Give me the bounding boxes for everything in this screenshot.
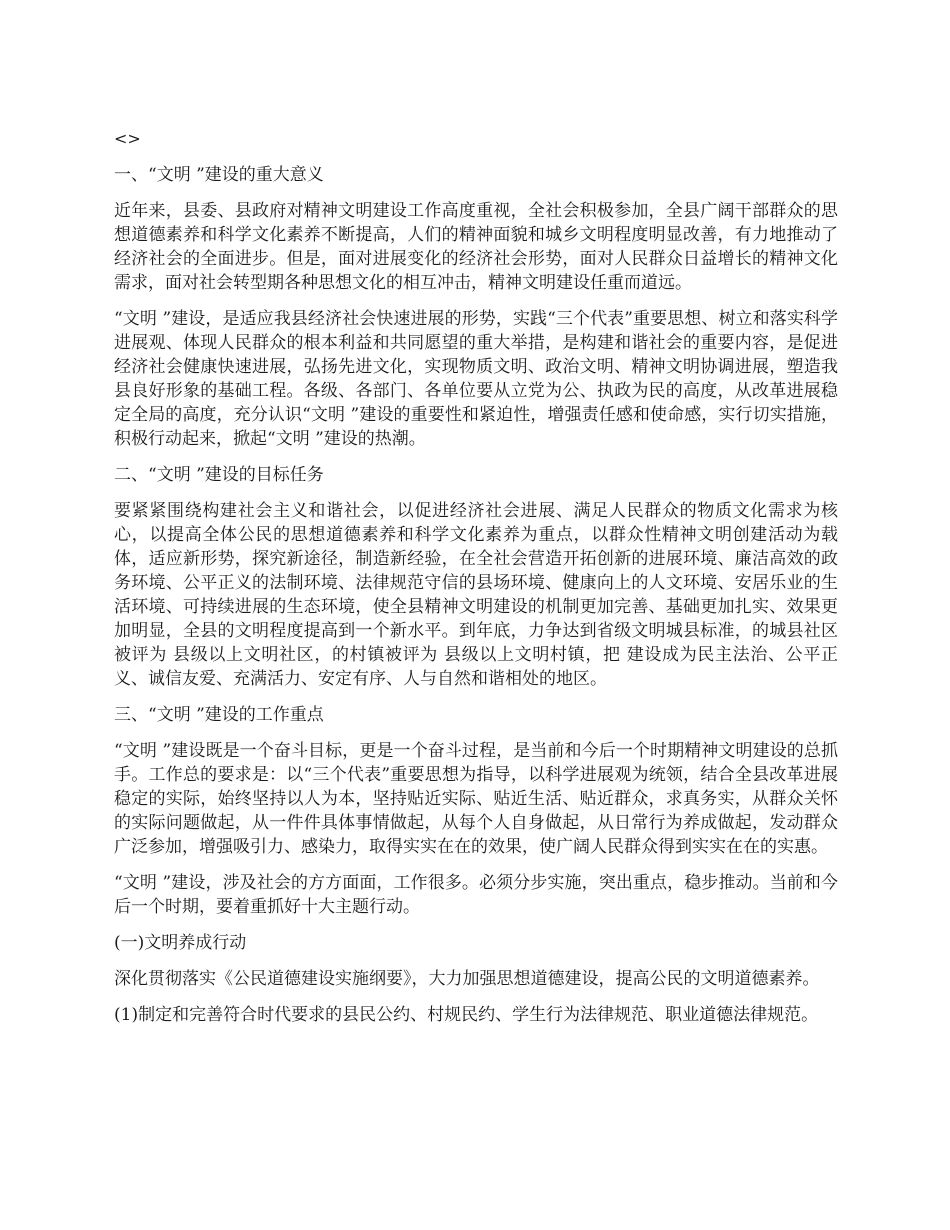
section-heading-2: 二、“文明 ”建设的目标任务 — [114, 465, 324, 485]
page-marker: <> — [114, 129, 141, 148]
paragraph: 要紧紧围绕构建社会主义和谐社会，以促进经济社会进展、满足人民群众的物质文化需求为核心，以提高全体公民的思想道德素养和科学文化素养为重点，以群众性精神文明创建活动为载体，适应新形势，探究新途径，制造新经验，在全社会营造开拓创新的进展环境、廉洁高效的政务环境、公平正义的法制环境、法律规范守信的县场环境、健康向上的人文环境、安居乐业的生活环境、可持续进展的生态环境，使全县精神文明建设的机制更加完善、基础更加扎实、效果更加明显，全县的文明程度提高到一个新水平。到年底，力争达到省级文明城县标准，的城县社区被评为 县级以上文明社区，的村镇被评为 县级以上文明村镇，把 建设成为民主法治、公平正义、诚信友爱、充满活力、安定有序、人与自然和谐相处的地区。 — [114, 501, 838, 689]
document-page — [114, 127, 838, 1039]
paragraph: “文明 ”建设既是一个奋斗目标，更是一个奋斗过程，是当前和今后一个时期精神文明建设的总抓手。工作总的要求是：以“三个代表”重要思想为指导，以科学进展观为统领，结合全县改革进展稳定的实际，始终坚持以人为本，坚持贴近实际、贴近生活、贴近群众，求真务实，从群众关怀的实际问题做起，从一件件具体事情做起，从每个人自身做起，从日常行为养成做起，发动群众广泛参加，增强吸引力、感染力，取得实实在在的效果，使广阔人民群众得到实实在在的实惠。 — [114, 741, 838, 857]
subsection-heading: (一)文明养成行动 — [114, 933, 247, 953]
paragraph: “文明 ”建设，涉及社会的方方面面，工作很多。必须分步实施，突出重点，稳步推动。当前和今后一个时期，要着重抓好十大主题行动。 — [114, 873, 838, 917]
section-heading-3: 三、“文明 ”建设的工作重点 — [114, 705, 324, 725]
paragraph: 深化贯彻落实《公民道德建设实施纲要》，大力加强思想道德建设，提高公民的文明道德素养。 — [114, 969, 820, 989]
section-heading-1: 一、“文明 ”建设的重大意义 — [114, 165, 324, 185]
paragraph: (1)制定和完善符合时代要求的县民公约、村规民约、学生行为法律规范、职业道德法律规范。 — [114, 1005, 819, 1025]
paragraph: “文明 ”建设，是适应我县经济社会快速进展的形势，实践“三个代表”重要思想、树立和落实科学进展观、体现人民群众的根本利益和共同愿望的重大举措，是构建和谐社会的重要内容，是促进经济社会健康快速进展，弘扬先进文化，实现物质文明、政治文明、精神文明协调进展，塑造我县良好形象的基础工程。各级、各部门、各单位要从立党为公、执政为民的高度，从改革进展稳定全局的高度，充分认识“文明 ”建设的重要性和紧迫性，增强责任感和使命感，实行切实措施，积极行动起来，掀起“文明 ”建设的热潮。 — [114, 309, 838, 449]
paragraph: 近年来，县委、县政府对精神文明建设工作高度重视，全社会积极参加，全县广阔干部群众的思想道德素养和科学文化素养不断提高，人们的精神面貌和城乡文明程度明显改善，有力地推动了经济社会的全面进步。但是，面对进展变化的经济社会形势，面对人民群众日益增长的精神文化需求，面对社会转型期各种思想文化的相互冲击，精神文明建设任重而道远。 — [114, 201, 838, 293]
